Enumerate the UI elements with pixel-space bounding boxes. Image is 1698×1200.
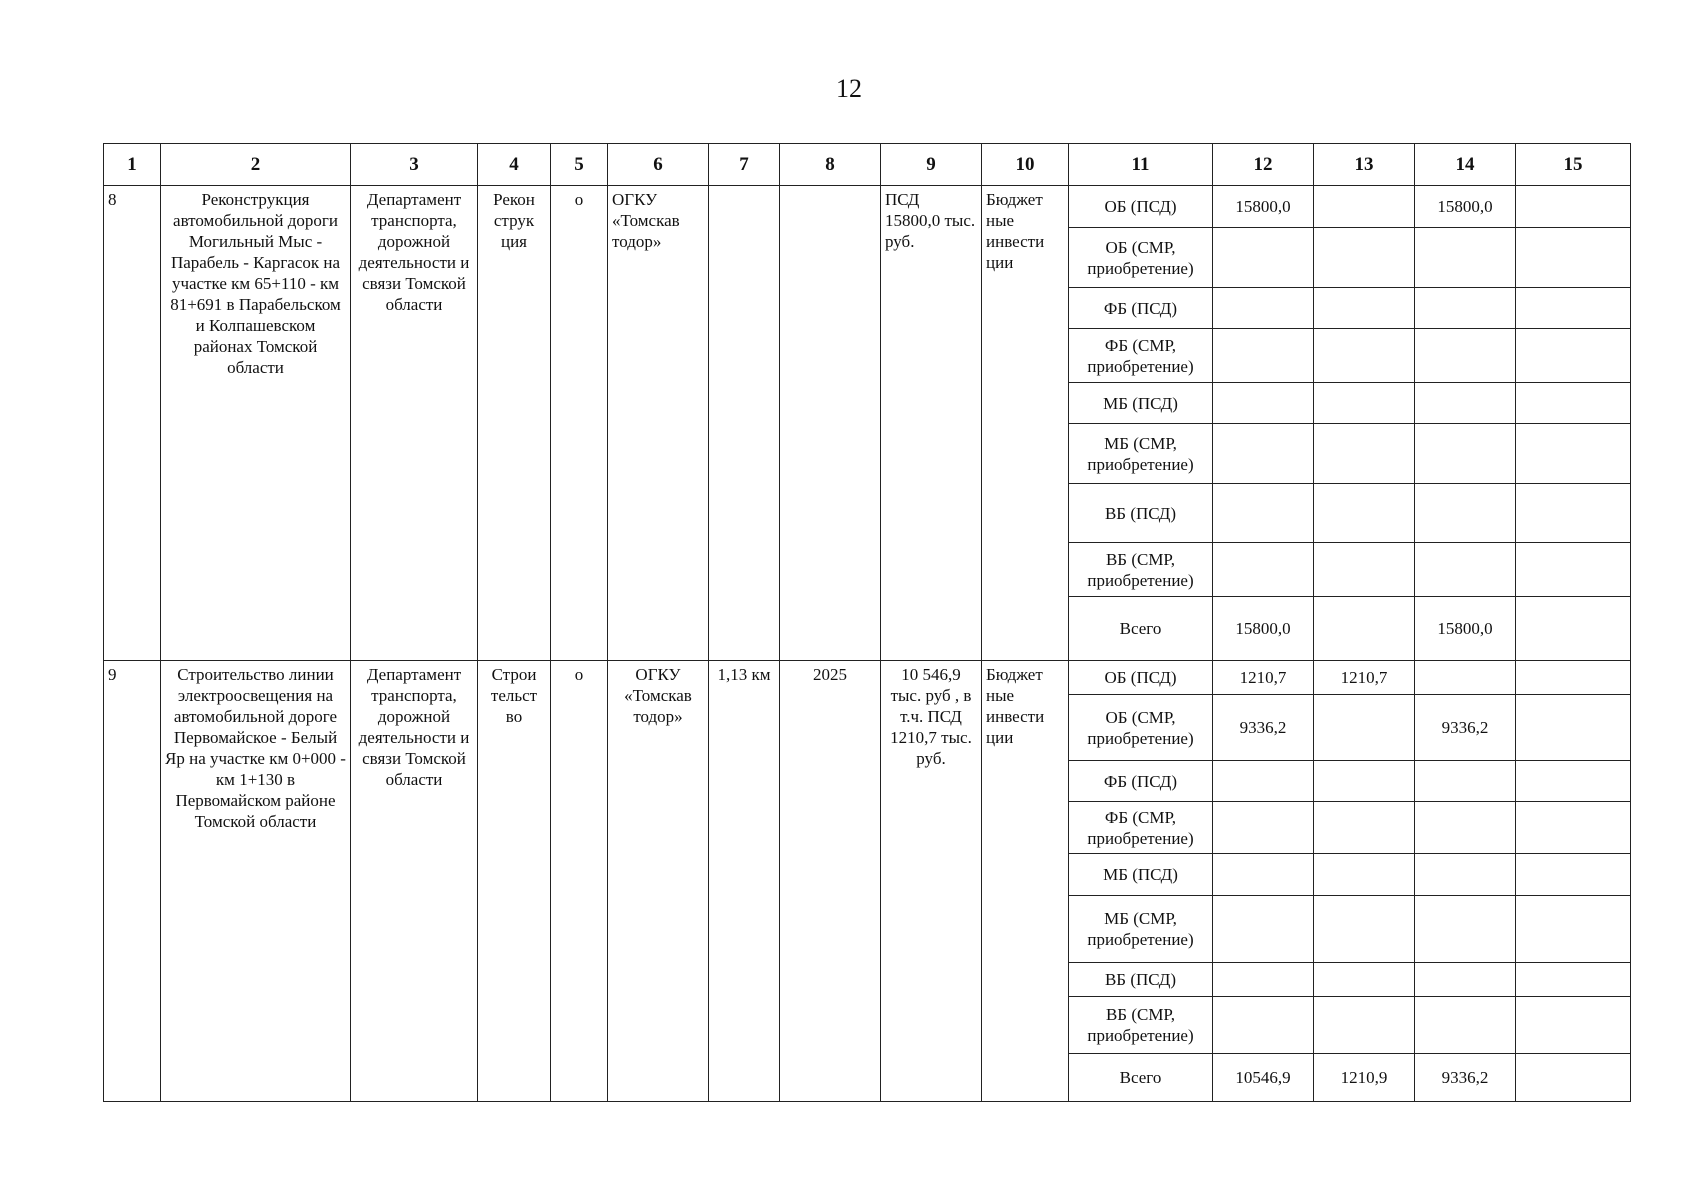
capacity: 1,13 км [709, 661, 780, 1102]
value-col14: 15800,0 [1415, 597, 1516, 661]
value-col13 [1314, 186, 1415, 228]
header-cell: 1 [104, 144, 161, 186]
budget-label: ОБ (ПСД) [1069, 661, 1213, 695]
header-cell: 10 [982, 144, 1069, 186]
value-col13 [1314, 228, 1415, 288]
budget-label: ОБ (СМР, приобретение) [1069, 695, 1213, 761]
funding-source: Бюджет ные инвести ции [982, 186, 1069, 661]
value-col13 [1314, 383, 1415, 424]
value-col13 [1314, 543, 1415, 597]
budget-label: ОБ (ПСД) [1069, 186, 1213, 228]
value-col14 [1415, 329, 1516, 383]
work-type: Строи тельст во [478, 661, 551, 1102]
budget-label: ВБ (ПСД) [1069, 484, 1213, 543]
value-col12 [1213, 854, 1314, 896]
value-col12 [1213, 543, 1314, 597]
value-col13 [1314, 802, 1415, 854]
value-col14: 9336,2 [1415, 1054, 1516, 1102]
header-cell: 11 [1069, 144, 1213, 186]
header-cell: 9 [881, 144, 982, 186]
value-col15 [1516, 484, 1631, 543]
value-col12 [1213, 997, 1314, 1054]
value-col15 [1516, 661, 1631, 695]
budget-label: ФБ (СМР, приобретение) [1069, 329, 1213, 383]
responsible-department: Департамент транспорта, дорожной деятельности и связи Томской области [351, 186, 478, 661]
value-col14 [1415, 383, 1516, 424]
work-type: Рекон струк ция [478, 186, 551, 661]
value-col14 [1415, 543, 1516, 597]
table-row [104, 661, 1631, 695]
value-col15 [1516, 186, 1631, 228]
customer: ОГКУ «Томскав тодор» [608, 661, 709, 1102]
value-col13 [1314, 761, 1415, 802]
value-col12: 15800,0 [1213, 597, 1314, 661]
estimated-cost: 10 546,9 тыс. руб , в т.ч. ПСД 1210,7 тыс. руб. [881, 661, 982, 1102]
value-col12: 9336,2 [1213, 695, 1314, 761]
value-col15 [1516, 695, 1631, 761]
value-col13: 1210,9 [1314, 1054, 1415, 1102]
value-col14 [1415, 896, 1516, 963]
header-cell: 13 [1314, 144, 1415, 186]
value-col12: 15800,0 [1213, 186, 1314, 228]
header-cell: 7 [709, 144, 780, 186]
value-col14 [1415, 484, 1516, 543]
budget-total-label: Всего [1069, 597, 1213, 661]
value-col13 [1314, 854, 1415, 896]
customer: ОГКУ «Томскав тодор» [608, 186, 709, 661]
row-number: 8 [104, 186, 161, 661]
value-col12: 1210,7 [1213, 661, 1314, 695]
value-col14: 15800,0 [1415, 186, 1516, 228]
responsible-department: Департамент транспорта, дорожной деятельности и связи Томской области [351, 661, 478, 1102]
value-col13: 1210,7 [1314, 661, 1415, 695]
value-col14 [1415, 802, 1516, 854]
value-col12 [1213, 896, 1314, 963]
header-cell: 4 [478, 144, 551, 186]
value-col14 [1415, 761, 1516, 802]
value-col15 [1516, 802, 1631, 854]
header-cell: 2 [161, 144, 351, 186]
budget-label: ФБ (СМР, приобретение) [1069, 802, 1213, 854]
budget-label: ВБ (СМР, приобретение) [1069, 997, 1213, 1054]
value-col15 [1516, 228, 1631, 288]
value-col13 [1314, 963, 1415, 997]
year: 2025 [780, 661, 881, 1102]
budget-label: ВБ (СМР, приобретение) [1069, 543, 1213, 597]
value-col15 [1516, 288, 1631, 329]
value-col12 [1213, 484, 1314, 543]
value-col15 [1516, 854, 1631, 896]
budget-label: ФБ (ПСД) [1069, 288, 1213, 329]
value-col12 [1213, 228, 1314, 288]
header-cell: 8 [780, 144, 881, 186]
object-name: Реконструкция автомобильной дороги Могильный Мыс - Парабель - Каргасок на участке км 65+110 - км 81+691 в Парабельском и Колпашевском районах Томской области [161, 186, 351, 661]
value-col15 [1516, 963, 1631, 997]
value-col15 [1516, 424, 1631, 484]
value-col14 [1415, 288, 1516, 329]
value-col13 [1314, 695, 1415, 761]
value-col12 [1213, 288, 1314, 329]
value-col12 [1213, 329, 1314, 383]
value-col14 [1415, 661, 1516, 695]
value-col15 [1516, 896, 1631, 963]
row-number: 9 [104, 661, 161, 1102]
value-col14 [1415, 228, 1516, 288]
budget-total-label: Всего [1069, 1054, 1213, 1102]
value-col12: 10546,9 [1213, 1054, 1314, 1102]
value-col15 [1516, 761, 1631, 802]
value-col15 [1516, 543, 1631, 597]
investment-table [103, 143, 1631, 1102]
value-col15 [1516, 329, 1631, 383]
budget-label: МБ (СМР, приобретение) [1069, 424, 1213, 484]
value-col14: 9336,2 [1415, 695, 1516, 761]
value-col13 [1314, 997, 1415, 1054]
page-number: 12 [836, 74, 862, 103]
value-col14 [1415, 854, 1516, 896]
table-row [104, 186, 1631, 228]
funding-source: Бюджет ные инвести ции [982, 661, 1069, 1102]
budget-label: ВБ (ПСД) [1069, 963, 1213, 997]
budget-label: МБ (ПСД) [1069, 383, 1213, 424]
value-col14 [1415, 424, 1516, 484]
budget-label: МБ (ПСД) [1069, 854, 1213, 896]
budget-label: ОБ (СМР, приобретение) [1069, 228, 1213, 288]
value-col14 [1415, 997, 1516, 1054]
object-code: о [551, 661, 608, 1102]
value-col15 [1516, 383, 1631, 424]
value-col12 [1213, 424, 1314, 484]
value-col13 [1314, 288, 1415, 329]
header-cell: 15 [1516, 144, 1631, 186]
object-name: Строительство линии электроосвещения на автомобильной дороге Первомайское - Белый Яр на участке км 0+000 - км 1+130 в Первомайском районе Томской области [161, 661, 351, 1102]
value-col13 [1314, 896, 1415, 963]
budget-label: МБ (СМР, приобретение) [1069, 896, 1213, 963]
header-cell: 6 [608, 144, 709, 186]
value-col13 [1314, 329, 1415, 383]
header-cell: 3 [351, 144, 478, 186]
value-col15 [1516, 997, 1631, 1054]
value-col13 [1314, 597, 1415, 661]
value-col15 [1516, 597, 1631, 661]
value-col13 [1314, 424, 1415, 484]
value-col14 [1415, 963, 1516, 997]
header-cell: 12 [1213, 144, 1314, 186]
value-col12 [1213, 761, 1314, 802]
header-row [104, 144, 1631, 186]
year [780, 186, 881, 661]
value-col12 [1213, 383, 1314, 424]
capacity [709, 186, 780, 661]
value-col15 [1516, 1054, 1631, 1102]
value-col12 [1213, 963, 1314, 997]
estimated-cost: ПСД 15800,0 тыс. руб. [881, 186, 982, 661]
header-cell: 14 [1415, 144, 1516, 186]
header-cell: 5 [551, 144, 608, 186]
value-col13 [1314, 484, 1415, 543]
budget-label: ФБ (ПСД) [1069, 761, 1213, 802]
value-col12 [1213, 802, 1314, 854]
object-code: о [551, 186, 608, 661]
